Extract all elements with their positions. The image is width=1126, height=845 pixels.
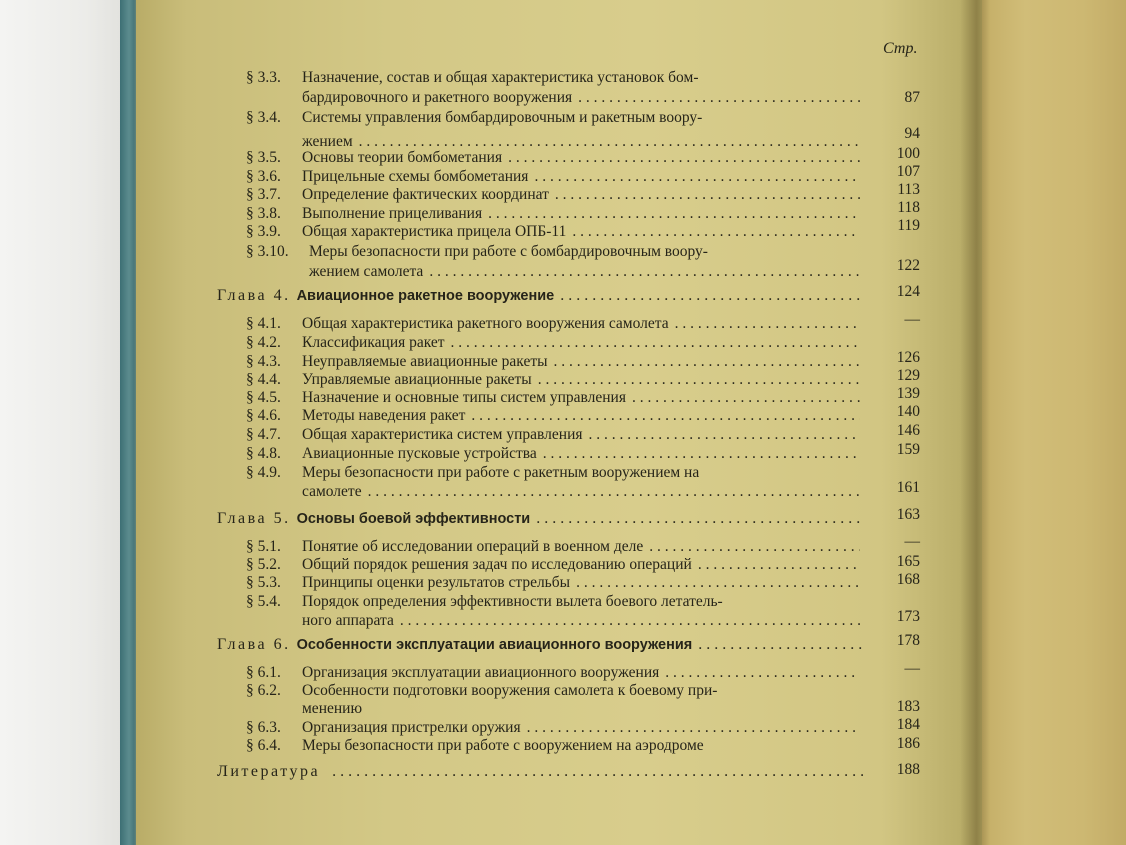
section-number: § 3.9. — [246, 223, 281, 240]
toc-entry — [246, 370, 862, 390]
entry-title-cont: ного аппарата — [302, 612, 394, 629]
chapter-heading — [217, 635, 865, 655]
section-number: § 6.4. — [246, 737, 281, 754]
toc-entry-cont — [302, 699, 862, 719]
entry-title-cont: бардировочного и ракетного вооружения — [302, 89, 573, 106]
dot-leader — [538, 370, 860, 390]
toc-entry — [246, 592, 862, 612]
entry-title: Системы управления бомбардировочным и ракетным воору- — [302, 109, 703, 126]
dot-leader — [578, 88, 860, 108]
section-number: § 5.4. — [246, 593, 281, 610]
dot-leader — [543, 444, 860, 464]
section-number: § 4.1. — [246, 315, 281, 332]
entry-title: Назначение и основные типы систем управления — [302, 389, 626, 406]
dot-leader — [536, 509, 863, 529]
dot-leader — [698, 555, 860, 575]
page-number: 183 — [896, 698, 920, 715]
section-number: § 4.7. — [246, 426, 281, 443]
toc-entry — [246, 406, 862, 426]
entry-title: Управляемые авиационные ракеты — [302, 371, 532, 388]
section-number: § 6.3. — [246, 719, 281, 736]
toc-entry — [246, 314, 862, 334]
section-number: § 6.2. — [246, 682, 281, 699]
toc-entry — [246, 222, 862, 242]
toc-entry-cont — [302, 611, 862, 631]
dot-leader — [400, 611, 860, 631]
toc-entry — [246, 463, 862, 483]
dot-leader — [555, 185, 860, 205]
page-number: 118 — [897, 199, 920, 216]
dot-leader — [698, 635, 863, 655]
dot-leader — [560, 286, 863, 306]
toc-entry — [246, 204, 862, 224]
dot-leader — [451, 333, 860, 353]
chapter-heading — [217, 509, 865, 529]
page-number: 139 — [896, 385, 920, 402]
dot-leader — [572, 222, 860, 242]
chapter-title: Авиационное ракетное вооружение — [296, 288, 555, 304]
dot-leader — [649, 537, 860, 557]
page-number: 146 — [896, 422, 920, 439]
toc-entry — [246, 663, 862, 683]
entry-title: Авиационные пусковые устройства — [302, 445, 537, 462]
entry-title: Организация пристрелки оружия — [302, 719, 521, 736]
entry-title-cont: менению — [302, 700, 363, 717]
page-number: 129 — [896, 367, 920, 384]
entry-title: Назначение, состав и общая характеристика установок бом- — [302, 69, 699, 86]
page-number: 161 — [896, 479, 920, 496]
dot-leader — [332, 762, 863, 782]
section-number: § 3.5. — [246, 149, 281, 166]
toc-entry-cont — [302, 482, 862, 502]
entry-title: Классификация ракет — [302, 334, 445, 351]
chapter-title: Основы боевой эффективности — [296, 511, 531, 527]
dot-leader — [576, 573, 860, 593]
toc-entry — [246, 68, 856, 88]
toc-entry — [246, 537, 862, 557]
page-number: 165 — [896, 553, 920, 570]
toc-entry — [246, 573, 862, 593]
dot-leader — [554, 352, 860, 372]
page-number: 126 — [896, 349, 920, 366]
entry-title: Принципы оценки результатов стрельбы — [302, 574, 571, 591]
page-number: 119 — [897, 217, 920, 234]
dot-leader — [508, 148, 860, 168]
dot-leader — [471, 406, 860, 426]
page-number — [880, 330, 920, 350]
entry-title: Выполнение прицеливания — [302, 205, 483, 222]
toc-entry — [246, 425, 862, 445]
dot-leader — [632, 388, 860, 408]
section-number: § 4.2. — [246, 334, 281, 351]
page-number: 94 — [904, 125, 920, 142]
toc-entry-cont — [302, 88, 862, 108]
toc-entry — [246, 167, 862, 187]
page-number: 178 — [896, 632, 920, 649]
entry-title: Меры безопасности при работе с бомбардировочным воору- — [309, 243, 708, 260]
page-number: 100 — [896, 145, 920, 162]
page-number: 184 — [896, 716, 920, 733]
section-number: § 4.9. — [246, 464, 281, 481]
section-number: § 6.1. — [246, 664, 281, 681]
page-number: — — [904, 533, 920, 550]
dot-leader — [488, 204, 860, 224]
section-number: § 3.10. — [246, 243, 289, 260]
dot-leader — [527, 718, 860, 738]
chapter-heading — [217, 286, 865, 306]
section-number: § 3.8. — [246, 205, 281, 222]
entry-title: Прицельные схемы бомбометания — [302, 168, 529, 185]
toc-entry — [246, 352, 862, 372]
entry-title: Методы наведения ракет — [302, 407, 466, 424]
toc-entry-cont — [309, 262, 862, 282]
toc-entry — [246, 681, 862, 701]
toc-entry — [246, 185, 862, 205]
chapter-label: Глава 6. — [217, 636, 291, 653]
toc-entry — [246, 108, 856, 128]
section-number: § 4.6. — [246, 407, 281, 424]
section-number: § 4.8. — [246, 445, 281, 462]
page-number: 107 — [896, 163, 920, 180]
entry-title: Общий порядок решения задач по исследованию операций — [302, 556, 692, 573]
section-number: § 5.3. — [246, 574, 281, 591]
section-number: § 5.1. — [246, 538, 281, 555]
toc-entry — [246, 444, 862, 464]
entry-title: Меры безопасности при работе с ракетным вооружением на — [302, 464, 700, 481]
section-number: § 5.2. — [246, 556, 281, 573]
entry-title: Организация эксплуатации авиационного вооружения — [302, 664, 660, 681]
page-number: 140 — [896, 403, 920, 420]
toc-entry — [246, 242, 862, 262]
section-number: § 4.3. — [246, 353, 281, 370]
page-number: 122 — [896, 257, 920, 274]
page-number: 87 — [904, 89, 920, 106]
dot-leader — [665, 663, 860, 683]
section-number: § 4.5. — [246, 389, 281, 406]
dot-leader — [368, 482, 860, 502]
page-number: 188 — [896, 761, 920, 778]
toc-entry — [246, 388, 862, 408]
bibliography-label: Литература — [217, 763, 321, 780]
section-number: § 3.7. — [246, 186, 281, 203]
entry-title-cont: жением — [302, 133, 353, 150]
entry-title: Меры безопасности при работе с вооружением на аэродроме — [302, 737, 704, 754]
entry-title: Общая характеристика ракетного вооружения самолета — [302, 315, 669, 332]
page-number: 159 — [896, 441, 920, 458]
page-number: 186 — [896, 735, 920, 752]
chapter-label: Глава 5. — [217, 510, 291, 527]
page-number: 113 — [897, 181, 920, 198]
dot-leader — [429, 262, 860, 282]
entry-title: Основы теории бомбометания — [302, 149, 503, 166]
entry-title: Общая характеристика прицела ОПБ-11 — [302, 223, 567, 240]
page-number: 168 — [896, 571, 920, 588]
chapter-title: Особенности эксплуатации авиационного вооружения — [296, 637, 693, 653]
entry-title-cont: жением самолета — [309, 263, 424, 280]
toc-entry — [246, 718, 862, 738]
page-number: 124 — [896, 283, 920, 300]
dot-leader — [534, 167, 860, 187]
entry-title: Определение фактических координат — [302, 186, 549, 203]
toc-entry — [246, 333, 862, 353]
page-number: 163 — [896, 506, 920, 523]
toc-entry — [246, 148, 862, 168]
section-number: § 4.4. — [246, 371, 281, 388]
entry-title: Неуправляемые авиационные ракеты — [302, 353, 548, 370]
toc-entry — [246, 736, 862, 756]
entry-title: Особенности подготовки вооружения самолета к боевому при- — [302, 682, 718, 699]
section-number: § 3.3. — [246, 69, 281, 86]
entry-title: Общая характеристика систем управления — [302, 426, 583, 443]
entry-title-cont: самолете — [302, 483, 362, 500]
dot-leader — [589, 425, 861, 445]
page-number: — — [904, 311, 920, 328]
entry-title: Порядок определения эффективности вылета боевого летатель- — [302, 593, 723, 610]
dot-leader — [675, 314, 860, 334]
page-column-header: Стр. — [883, 40, 918, 57]
section-number: § 3.4. — [246, 109, 281, 126]
page-number: — — [904, 660, 920, 677]
bibliography-entry — [217, 762, 865, 782]
entry-title: Понятие об исследовании операций в военном деле — [302, 538, 644, 555]
page-number: 173 — [896, 608, 920, 625]
section-number: § 3.6. — [246, 168, 281, 185]
chapter-label: Глава 4. — [217, 287, 291, 304]
toc-entry — [246, 555, 862, 575]
